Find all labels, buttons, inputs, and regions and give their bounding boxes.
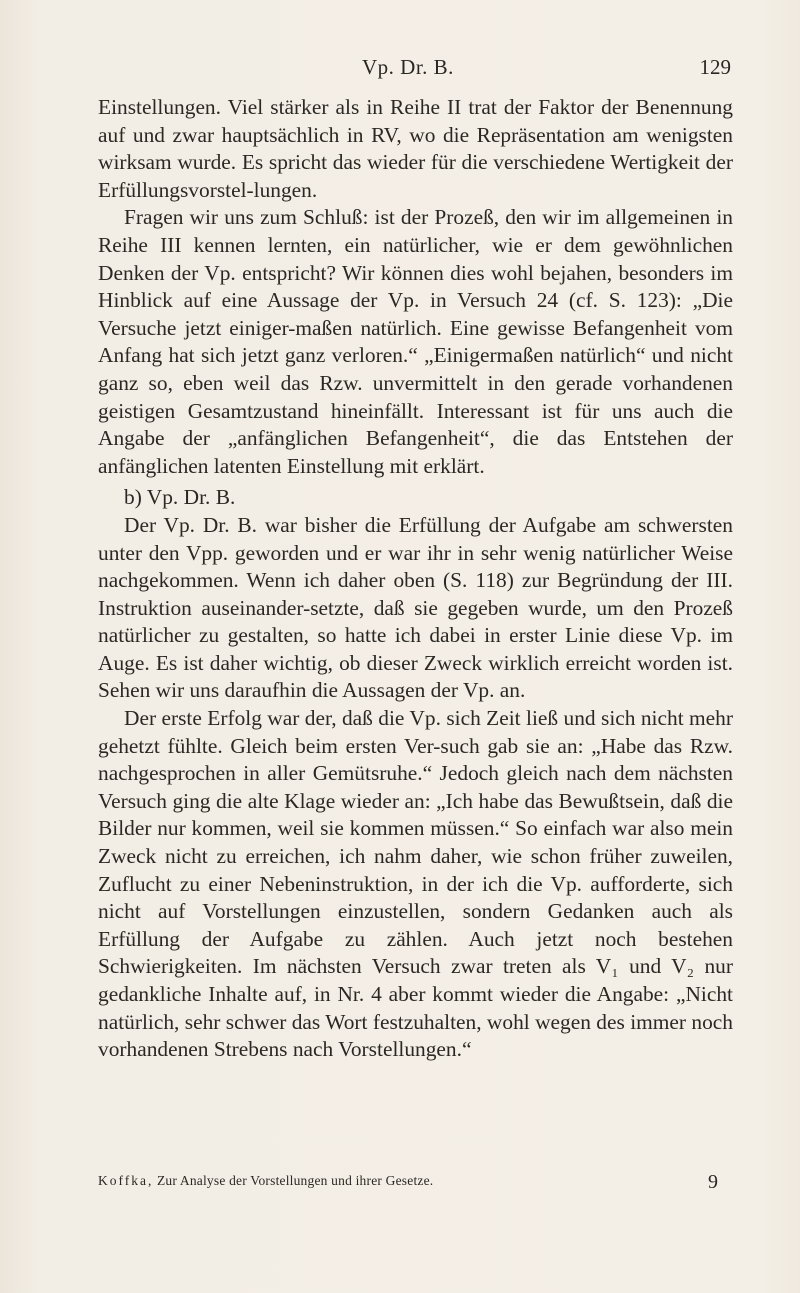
page-number: 129: [699, 55, 731, 79]
footer-note: [98, 1173, 433, 1189]
footer-author: Koffka,: [98, 1173, 154, 1188]
section-heading: b) Vp. Dr. B.: [124, 485, 236, 510]
page-footer: [98, 1173, 718, 1197]
footer-title: Zur Analyse der Vorstellungen und ihrer Gesetze.: [156, 1173, 434, 1188]
running-title: Vp. Dr. B.: [362, 55, 454, 79]
running-head: [0, 55, 800, 85]
paragraph-3: Der Vp. Dr. B. war bisher die Erfüllung der Aufgabe am schwersten unter den Vpp. geworden und er war ihr in sehr wenig natürlicher Weise nachgekommen. Wenn ich daher oben (S. 118) zur Begründung der III. Instruktion auseinander-setzte, daß sie gegeben wurde, um den Prozeß natürlicher zu gestalten, so hatte ich dabei in erster Linie diese Vp. im Auge. Es ist daher wichtig, ob dieser Zweck wirklich erreicht worden ist. Sehen wir uns daraufhin die Aussagen der Vp. an.: [98, 512, 733, 703]
printer-signature: 9: [708, 1171, 718, 1193]
body-text: [98, 94, 733, 1064]
paragraph-1: Einstellungen. Viel stärker als in Reihe II trat der Faktor der Benennung auf und zwar hauptsächlich in RV, wo die Repräsentation am wenigsten wirksam wurde. Es spricht das wieder für die verschiedene Wertigkeit der Erfüllungsvorstel-lungen.: [98, 95, 733, 202]
paragraph-2: Fragen wir uns zum Schluß: ist der Prozeß, den wir im allgemeinen in Reihe III kennen lernten, ein natürlicher, wie er dem gewöhnlichen Denken der Vp. entspricht? Wir können dies wohl bejahen, besonders im Hinblick auf eine Aussage der Vp. in Versuch 24 (cf. S. 123): „Die Versuche jetzt einiger-maßen natürlich. Eine gewisse Befangenheit vom Anfang hat sich jetzt ganz verloren.“ „Einigermaßen natürlich“ und nicht ganz so, eben weil das Rzw. unvermittelt in den gerade vorhandenen geistigen Gesamtzustand hineinfällt. Interessant ist für uns auch die Angabe der „anfänglichen Befangenheit“, die das Entstehen der anfänglichen latenten Einstellung mit erklärt.: [98, 205, 733, 478]
paragraph-4: Der erste Erfolg war der, daß die Vp. sich Zeit ließ und sich nicht mehr gehetzt fühlte. Gleich beim ersten Ver-such gab sie an: „Habe das Rzw. nachgesprochen in aller Gemütsruhe.“ Jedoch gleich nach dem nächsten Versuch ging die alte Klage wieder an: „Ich habe das Bewußtsein, daß die Bilder nur kommen, weil sie kommen müssen.“ So einfach war also mein Zweck nicht zu erreichen, ich nahm daher, wie schon früher zuweilen, Zuflucht zu einer Nebeninstruktion, in der ich die Vp. aufforderte, sich nicht auf Vorstellungen einzustellen, sondern Gedanken auch als Erfüllung der Aufgabe zu zählen. Auch jetzt noch bestehen Schwierigkeiten. Im nächsten Versuch zwar treten als V₁ und V₂ nur gedankliche Inhalte auf, in Nr. 4 aber kommt wieder die Angabe: „Nicht natürlich, sehr schwer das Wort festzuhalten, wohl wegen des immer noch vorhandenen Strebens nach Vorstellungen.“: [98, 706, 733, 1062]
